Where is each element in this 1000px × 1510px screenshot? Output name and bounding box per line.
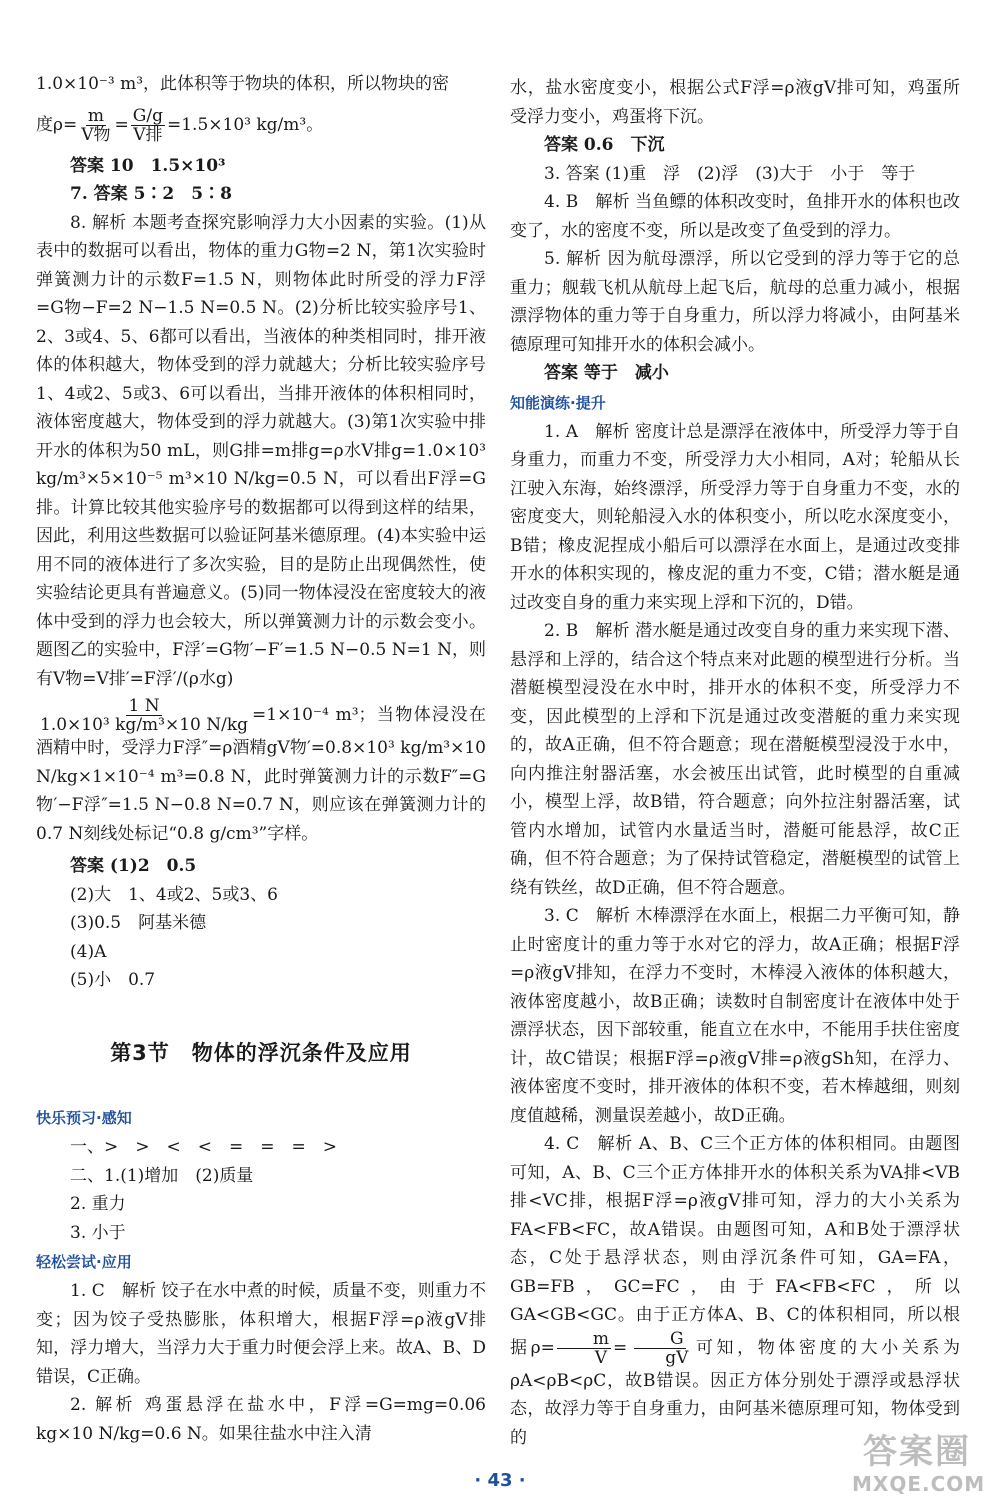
try-1: 1. C 解析 饺子在水中煮的时候，质量不变，则重力不变；因为饺子受热膨胀，体积增大，根据F浮=ρ液gV排知，浮力增大，当浮力大于重力时便会浮上来。故A、B、D错误，C正确。 <box>36 1281 486 1387</box>
preview-3: 2. 重力 <box>70 1194 126 1214</box>
answer-8: 答案 (1)2 0.5 <box>70 856 197 876</box>
watermark-text: 答案圈 <box>863 1432 971 1472</box>
practice-1: 1. A 解析 密度计总是漂浮在液体中，所受浮力等于自身重力，而重力不变，所受浮力大小相同，A对；轮船从长江驶入东海，始终漂浮，所受浮力等于自身重力不变，水的密度变大，则轮船浸入水的体积变小，所以吃水深度变小，B错；橡皮泥捏成小船后可以漂浮在水面上，是通过改变排开水的体积实现的，橡皮泥的重力不变，C错；潜水艇是通过改变自身的重力来实现上浮和下沉的，D错。 <box>510 421 960 613</box>
right-column <box>510 74 960 1452</box>
question-8: 8. 解析 本题考查探究影响浮力大小因素的实验。(1)从表中的数据可以看出，物体的重力G物=2 N，第1次实验时弹簧测力计的示数F=1.5 N，则物体此时所受的浮力F浮=G物−F=2 N−1.5 N=0.5 N。(2)分析比较实验序号1、2、3或4、5、6都可以看出，当液体的种类相同时，排开液体的体积越大，物体受到的浮力就越大；分析比较实验序号1、4或2、5或3、6可以看出，当排开液体的体积相同时，液体密度越大，物体受到的浮力就越大。(3)第1次实验中排开水的体积为50 mL，则G排=m排g=ρ水V排g=1.0×10³ kg/m³×5×10⁻⁵ m³×10 N/kg=0.5 N，可以看出F浮=G排。计算比较其他实验序号的数据都可以得到这样的结果，因此，利用这些数据可以验证阿基米德原理。(4)本实验中运用不同的液体进行了多次实验，目的是防止出现偶然性，使实验结论更具有普遍意义。(5)同一物体浸没在密度较大的液体中受到的浮力也会较大，所以弹簧测力计的示数会变小。题图乙的实验中，F浮′=G物′−F′=1.5 N−0.5 N=1 N，则有V物=V排′=F浮′/(ρ水g) <box>36 212 486 689</box>
text-line: 水，盐水密度变小，根据公式F浮=ρ液gV排可知，鸡蛋所受浮力变小，鸡蛋将下沉。 <box>510 78 960 127</box>
watermark-logo <box>852 1432 986 1502</box>
answer: 答案 10 1.5×10³ <box>70 155 226 176</box>
answer-8-4: (4)A <box>70 941 107 962</box>
page-number: · 43 · <box>474 1470 526 1491</box>
answer-5: 答案 等于 减小 <box>544 363 669 383</box>
preview-1: 一、> > < < = = = > <box>70 1137 337 1157</box>
fraction: $\frac{m}{V}$ <box>557 1330 611 1367</box>
text-line: 1.0×10⁻³ m³，此体积等于物块的体积，所以物块的密 <box>36 74 450 94</box>
density-formula: 度ρ= $\frac{m}{\text{V物}}$ = $\frac{G/g}{\text{V排}}$ =1.5×10³ kg/m³。 <box>36 105 324 145</box>
preview-4: 3. 小于 <box>70 1222 126 1243</box>
left-column <box>36 70 486 1448</box>
chapter-title: 第3节 物体的浮沉条件及应用 <box>110 1040 412 1065</box>
fraction: $\frac{m}{\text{V物}}$ <box>81 105 111 145</box>
question-4: 4. B 解析 当鱼鳔的体积改变时，鱼排开水的体积也改变了，水的密度不变，所以是改变了鱼受到的浮力。 <box>510 192 960 241</box>
practice-3: 3. C 解析 木棒漂浮在水面上，根据二力平衡可知，静止时密度计的重力等于水对它的浮力，故A正确；根据F浮=ρ液gV排知，在浮力不变时，木棒浸入液体的体积越大，液体密度越小，故B正确；读数时自制密度计在液体中处于漂浮状态，因下部较重，能直立在水中，不能用手扶住密度计，故C错误；根据F浮=ρ液gV排=ρ液gSh知，在浮力、液体密度不变时，排开液体的体积不变，若木棒越细，则刻度值越稀，测量误差越小，故D正确。 <box>510 906 960 1126</box>
fraction: $\frac{G}{gV}$ <box>629 1330 690 1367</box>
section-heading: 快乐预习·感知 <box>36 1109 132 1127</box>
fraction: $\frac{1 N}{\text{1.0×10³ kg/m³×10 N/kg}}$ <box>40 696 249 735</box>
question-5: 5. 解析 因为航母漂浮，所以它受到的浮力等于它的总重力；舰载飞机从航母上起飞后，航母的总重力减小，根据漂浮物体的重力等于自身重力，所以浮力将减小，由阿基米德原理可知排开水的体积会减小。 <box>510 249 960 355</box>
practice-4: 4. C 解析 A、B、C三个正方体的体积相同。由题图可知，A、B、C三个正方体排开水的体积关系为VA排<VB排<VC排，根据F浮=ρ液gV排可知，浮力的大小关系为FA<FB<FC，故A错误。由题图可知，A和B处于漂浮状态，C处于悬浮状态，则由浮沉条件可知，GA=FA，GB=FB，GC=FC，由于FA<FB<FC，所以GA<GB<GC。由于正方体A、B、C的体积相同，所以根据ρ= $\frac{m}{V}$ = $\frac{G}{gV}$ 可知，物体密度的大小关系为ρA<ρB<ρC，故B错误。因正方体分别处于漂浮或悬浮状态，故浮力等于自身重力，由阿基米德原理可知，物体受到的 <box>510 1134 960 1448</box>
practice-2: 2. B 解析 潜水艇是通过改变自身的重力来实现下潜、悬浮和上浮的，结合这个特点来对此题的模型进行分析。当潜艇模型浸没在水中时，排开水的体积不变，所受浮力不变，因此模型的上浮和下沉是通过改变潜艇的重力来实现的，故A正确，但不符合题意；现在潜艇模型浸没于水中，向内推注射器活塞，水会被压出试管，此时模型的自重减小，模型上浮，故B错，符合题意；向外拉注射器活塞，试管内水增加，试管内水量适当时，潜艇可能悬浮，故C正确，但不符合题意；为了保持试管稳定，潜艇模型的试管上绕有铁丝，故D正确，但不符合题意。 <box>510 621 960 898</box>
question-7: 7. 答案 5∶2 5∶8 <box>70 184 232 204</box>
section-heading: 知能演练·提升 <box>510 393 606 412</box>
fraction-line: $\frac{1 N}{\text{1.0×10³ kg/m³×10 N/kg}}$ =1×10⁻⁴ m³；当物体浸没在酒精中时，受浮力F浮″=ρ酒精gV物′=0.8×10³ kg/m³×10 N/kg×1×10⁻⁴ m³=0.8 N，此时弹簧测力计的示数F″=G物′−F浮″=1.5 N−0.8 N=0.7 N，则应该在弹簧测力计的0.7 N刻线处标记“0.8 g/cm³”字样。 <box>36 696 486 844</box>
section-heading: 轻松尝试·应用 <box>36 1253 132 1271</box>
answer-8-2: (2)大 1、4或2、5或3、6 <box>70 884 278 905</box>
answer-8-5: (5)小 0.7 <box>70 970 156 990</box>
preview-2: 二、1.(1)增加 (2)质量 <box>70 1165 254 1186</box>
answer-8-3: (3)0.5 阿基米德 <box>70 913 207 933</box>
question-3: 3. 答案 (1)重 浮 (2)浮 (3)大于 小于 等于 <box>544 163 916 184</box>
watermark-url: MXQE.COM <box>852 1472 986 1496</box>
answer-2: 答案 0.6 下沉 <box>544 135 665 155</box>
fraction: $\frac{G/g}{\text{V排}}$ <box>132 105 163 145</box>
try-2: 2. 解析 鸡蛋悬浮在盐水中，F浮=G=mg=0.06 kg×10 N/kg=0.6 N。如果往盐水中注入清 <box>36 1395 486 1444</box>
